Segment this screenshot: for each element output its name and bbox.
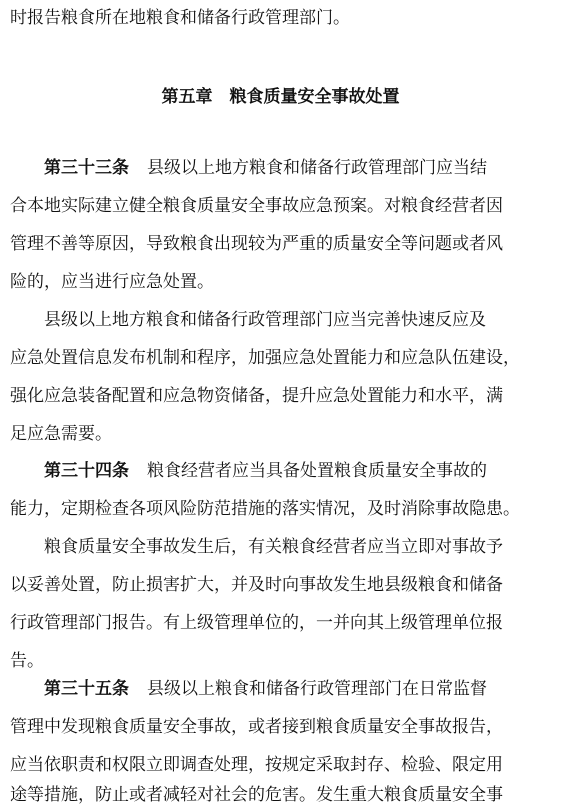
- text-line: 管理不善等原因，导致粮食出现较为严重的质量安全等问题或者风: [10, 234, 503, 254]
- text-line: 粮食质量安全事故发生后，有关粮食经营者应当立即对事故予: [44, 537, 503, 557]
- text-line: 应急处置信息发布机制和程序，加强应急处置能力和应急队伍建设，: [10, 348, 520, 368]
- text-line: 告。: [10, 651, 44, 671]
- article-35-first-line: [44, 678, 551, 700]
- text-line: 管理中发现粮食质量安全事故，或者接到粮食质量安全事故报告，: [10, 717, 503, 737]
- article-33-text: 县级以上地方粮食和储备行政管理部门应当结: [147, 158, 487, 178]
- text-line: 行政管理部门报告。有上级管理单位的，一并向其上级管理单位报: [10, 613, 503, 633]
- text-line: 应当依职责和权限立即调查处理，按规定采取封存、检验、限定用: [10, 755, 503, 775]
- article-33-label: 第三十三条: [44, 158, 129, 178]
- text-line: 以妥善处置，防止损害扩大，并及时向事故发生地县级粮食和储备: [10, 575, 503, 595]
- text-line: 能力，定期检查各项风险防范措施的落实情况，及时消除事故隐患。: [10, 499, 520, 519]
- article-34-label: 第三十四条: [44, 461, 129, 481]
- article-34-text: 粮食经营者应当具备处置粮食质量安全事故的: [147, 461, 487, 481]
- text-line: 时报告粮食所在地粮食和储备行政管理部门。: [10, 8, 350, 28]
- article-33-first-line: [44, 157, 551, 179]
- text-line: 县级以上地方粮食和储备行政管理部门应当完善快速反应及: [44, 310, 486, 330]
- text-line: 足应急需要。: [10, 424, 112, 444]
- article-34-first-line: [44, 460, 551, 482]
- article-35-label: 第三十五条: [44, 679, 129, 699]
- text-line: 途等措施，防止或者减轻对社会的危害。发生重大粮食质量安全事: [10, 785, 503, 805]
- chapter-title: 第五章 粮食质量安全事故处置: [161, 87, 400, 107]
- text-line: 险的，应当进行应急处置。: [10, 272, 214, 292]
- text-line: 合本地实际建立健全粮食质量安全事故应急预案。对粮食经营者因: [10, 196, 503, 216]
- article-35-text: 县级以上粮食和储备行政管理部门在日常监督: [147, 679, 487, 699]
- text-line: 强化应急装备配置和应急物资储备，提升应急处置能力和水平，满: [10, 386, 503, 406]
